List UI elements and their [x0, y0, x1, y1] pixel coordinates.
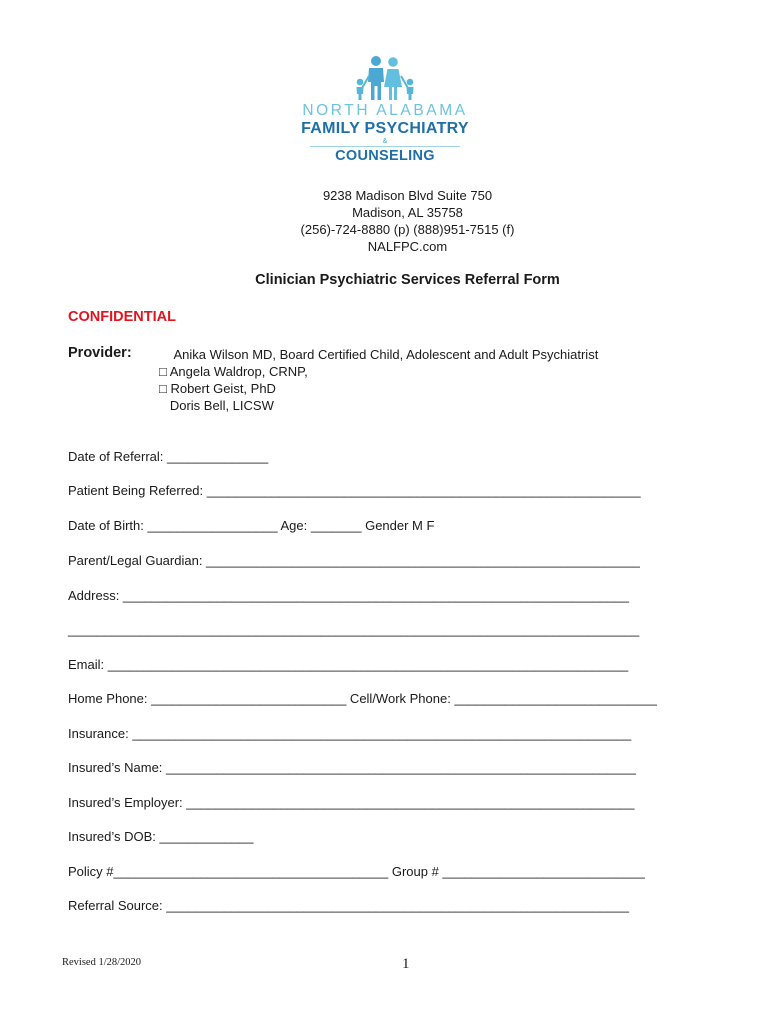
logo-line-family-psychiatry: FAMILY PSYCHIATRY — [301, 120, 469, 137]
provider-option-doris-bell[interactable]: Doris Bell, LICSW — [159, 398, 274, 413]
address-phone: (256)-724-8880 (p) (888)951-7515 (f) — [300, 222, 515, 237]
provider-option-angela-waldrop[interactable]: □ Angela Waldrop, CRNP, — [159, 364, 308, 379]
provider-options — [159, 346, 598, 414]
insurance-field[interactable]: Insurance: _____________________________________________________________________ — [68, 726, 632, 741]
form-title: Clinician Psychiatric Services Referral Form — [255, 272, 560, 288]
policy-group-fields[interactable]: Policy #______________________________________ Group # ____________________________ — [68, 864, 645, 879]
address-line2-field[interactable]: _______________________________________________________________________________ — [68, 622, 640, 637]
insured-employer-field[interactable]: Insured’s Employer: ______________________________________________________________ — [68, 795, 635, 810]
email-field[interactable]: Email: ________________________________________________________________________ — [68, 657, 629, 672]
family-figures-icon — [350, 52, 420, 100]
insured-name-field[interactable]: Insured’s Name: _________________________________________________________________ — [68, 760, 636, 775]
date-of-referral-field[interactable]: Date of Referral: ______________ — [68, 449, 269, 464]
address-city: Madison, AL 35758 — [352, 205, 463, 220]
address-street: 9238 Madison Blvd Suite 750 — [322, 188, 493, 203]
provider-option-robert-geist[interactable]: □ Robert Geist, PhD — [159, 381, 276, 396]
logo — [0, 52, 770, 166]
logo-ampersand: & — [382, 138, 388, 145]
logo-line-north-alabama: NORTH ALABAMA — [302, 102, 468, 119]
logo-line-counseling: COUNSELING — [335, 148, 435, 164]
patient-being-referred-field[interactable]: Patient Being Referred: ____________________________________________________________ — [68, 483, 641, 498]
insured-dob-field[interactable]: Insured’s DOB: _____________ — [68, 829, 254, 844]
referral-source-field[interactable]: Referral Source: ________________________________________________________________ — [68, 898, 629, 913]
dob-age-gender-field[interactable]: Date of Birth: __________________ Age: _______ Gender M F — [68, 518, 435, 533]
revision-date: Revised 1/28/2020 — [62, 957, 142, 968]
parent-guardian-field[interactable]: Parent/Legal Guardian: ____________________________________________________________ — [68, 553, 640, 568]
confidential-label: CONFIDENTIAL — [68, 309, 176, 325]
address-field[interactable]: Address: ______________________________________________________________________ — [68, 588, 630, 603]
provider-option-anika-wilson[interactable]: Anika Wilson MD, Board Certified Child, Adolescent and Adult Psychiatrist — [159, 347, 599, 362]
provider-label: Provider: — [68, 345, 132, 361]
phone-fields[interactable]: Home Phone: ___________________________ Cell/Work Phone: ____________________________ — [68, 691, 657, 706]
page-number: 1 — [402, 956, 410, 972]
practice-address — [0, 187, 770, 255]
address-website: NALFPC.com — [367, 239, 448, 254]
